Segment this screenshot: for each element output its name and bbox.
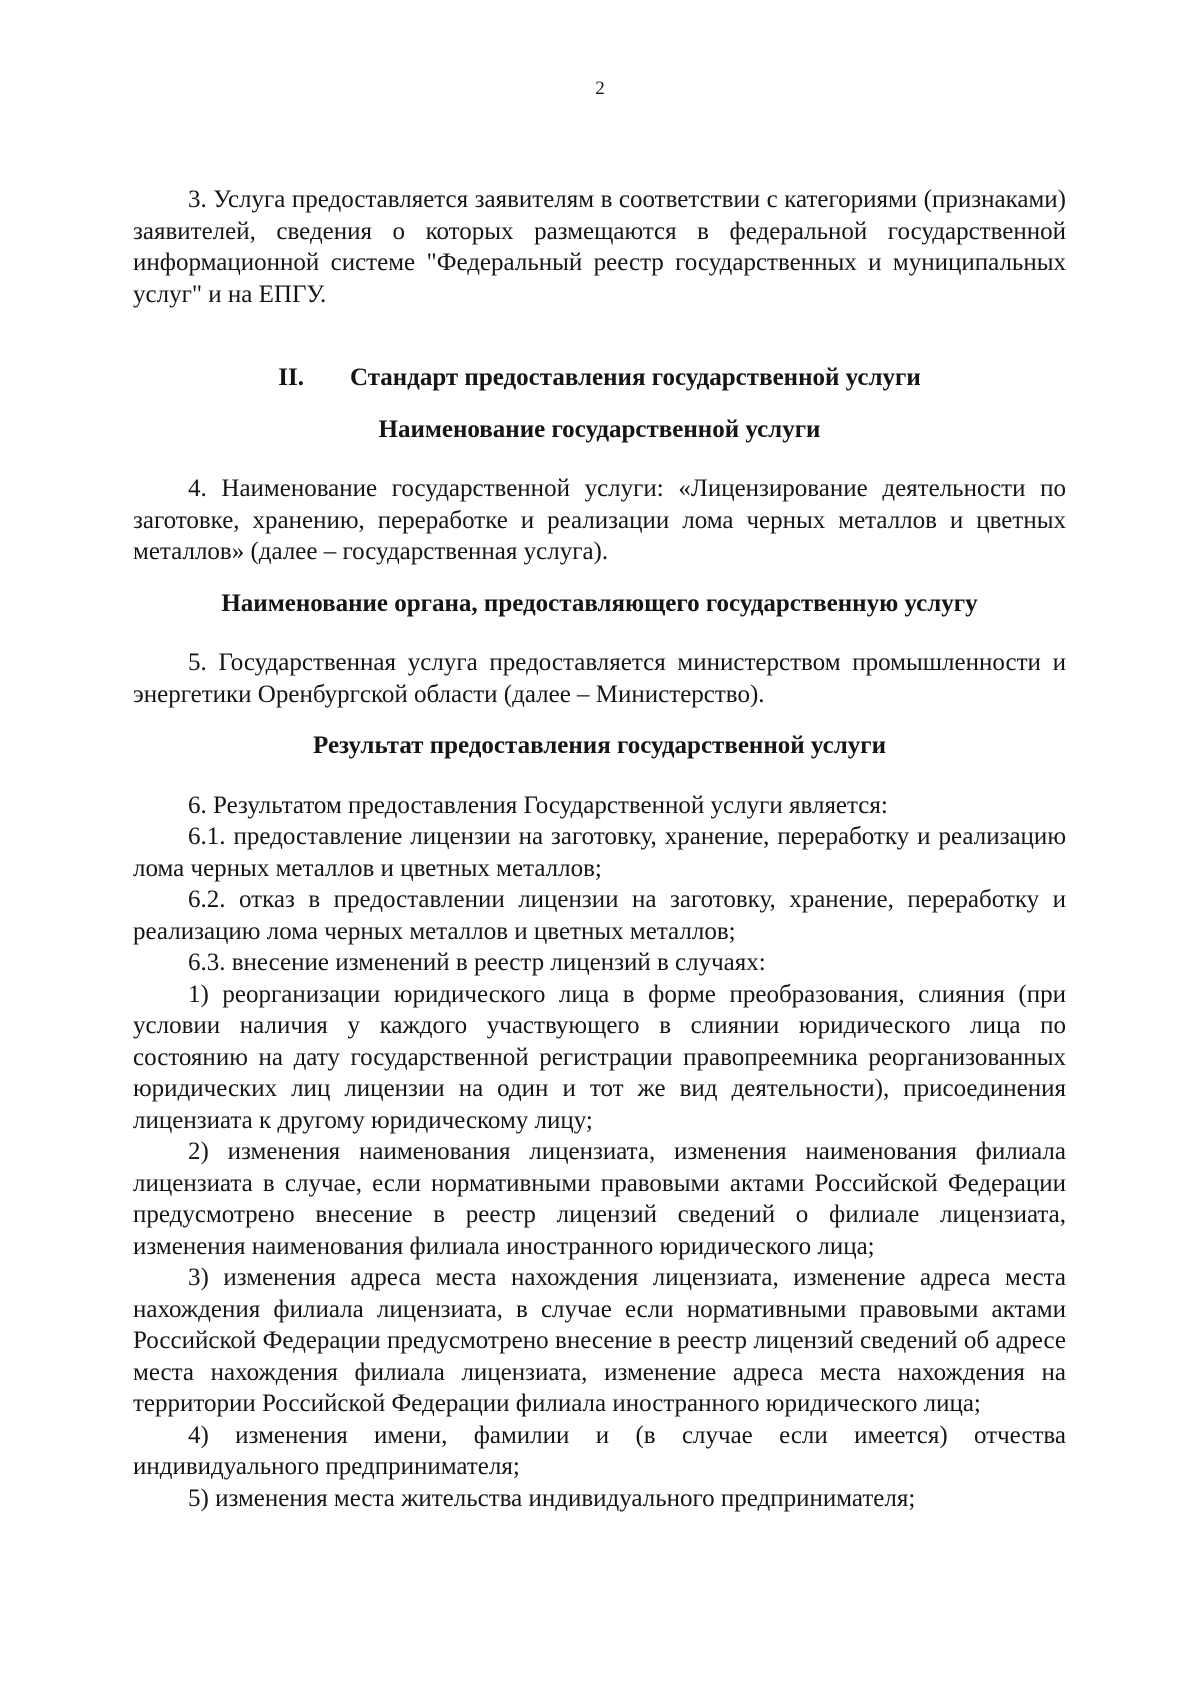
paragraph-6-3: 6.3. внесение изменений в реестр лицензий в случаях: bbox=[188, 949, 766, 976]
heading-authority: Наименование органа, предоставляющего государственную услугу bbox=[221, 589, 978, 617]
section-title: Стандарт предоставления государственной услуги bbox=[349, 364, 921, 391]
section-number: II. bbox=[278, 364, 304, 391]
page-number: 2 bbox=[595, 78, 605, 99]
paragraph-6-1: 6.1. предоставление лицензии на заготовку, хранение, переработку и реализацию лома черных металлов и цветных металлов; bbox=[133, 823, 1066, 882]
list-item-4: 4) изменения имени, фамилии и (в случае если имеется) отчества индивидуального предпринимателя; bbox=[133, 1421, 1066, 1480]
paragraph-6: 6. Результатом предоставления Государственной услуги является: bbox=[188, 791, 888, 819]
paragraph-6-2: 6.2. отказ в предоставлении лицензии на заготовку, хранение, переработку и реализацию лома черных металлов и цветных металлов; bbox=[133, 886, 1066, 945]
paragraph-5: 5. Государственная услуга предоставляется министерством промышленности и энергетики Оренбургской области (далее – Министерство). bbox=[133, 649, 1066, 708]
list-item-5: 5) изменения места жительства индивидуального предпринимателя; bbox=[188, 1484, 916, 1512]
heading-service-name: Наименование государственной услуги bbox=[378, 415, 821, 443]
paragraph-3: 3. Услуга предоставляется заявителям в соответствии с категориями (признаками) заявителей, сведения о которых размещаются в федеральной государственной информационной системе "Федеральный реестр государственных и муниципальных услуг" и на ЕПГУ. bbox=[133, 186, 1066, 308]
document-body bbox=[133, 184, 1066, 1514]
heading-result: Результат предоставления государственной услуги bbox=[313, 732, 886, 759]
list-item-3: 3) изменения адреса места нахождения лицензиата, изменение адреса места нахождения филиала лицензиата, в случае если нормативными правовыми актами Российской Федерации предусмотрено внесение в реестр лицензий сведений об адресе места нахождения филиала лицензиата, изменение адреса места нахождения на территории Российской Федерации филиала иностранного юридического лица; bbox=[133, 1264, 1066, 1417]
list-item-1: 1) реорганизации юридического лица в форме преобразования, слияния (при условии наличия у каждого участвующего в слиянии юридического лица по состоянию на дату государственной регистрации правопреемника реорганизованных юридических лиц лицензии на один и тот же вид деятельности), присоединения лицензиата к другому юридическому лицу; bbox=[133, 980, 1066, 1134]
section-heading bbox=[133, 362, 1066, 394]
paragraph-4: 4. Наименование государственной услуги: «Лицензирование деятельности по заготовке, хранению, переработке и реализации лома черных металлов и цветных металлов» (далее – государственная услуга). bbox=[133, 475, 1066, 565]
list-item-2: 2) изменения наименования лицензиата, изменения наименования филиала лицензиата в случае, если нормативными правовыми актами Российской Федерации предусмотрено внесение в реестр лицензий сведений о филиале лицензиата, изменения наименования филиала иностранного юридического лица; bbox=[133, 1138, 1066, 1260]
